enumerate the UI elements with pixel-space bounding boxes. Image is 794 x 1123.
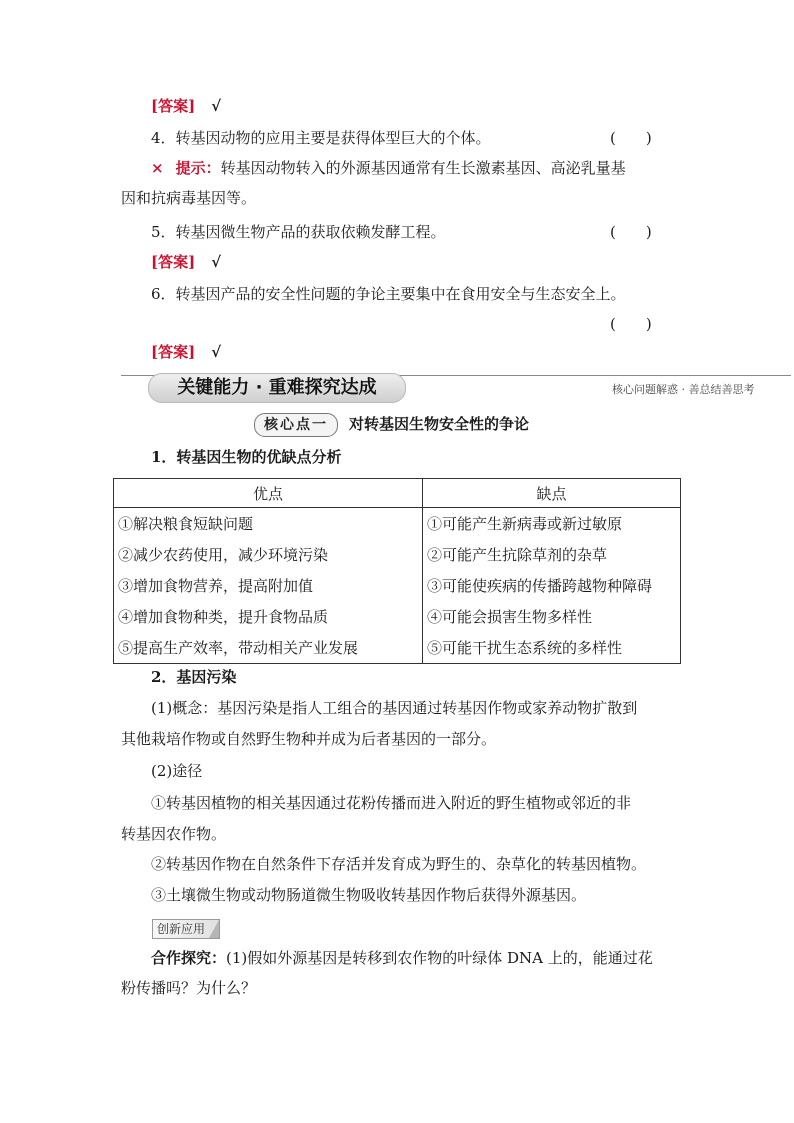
innovation-badge: 创新应用 [152,919,220,939]
table-row [114,570,681,601]
q3-answer [151,95,221,117]
pros-cons-table [113,478,681,664]
table-row [114,539,681,570]
table-header: 缺点 [423,479,681,508]
route1-line1: ①转基因植物的相关基因通过花粉传播而进入附近的野生植物或邻近的非 [151,794,632,812]
table-cell: ②可能产生抗除草剂的杂草 [423,539,681,570]
q4-hint-line1 [151,157,626,179]
table-cell: ③可能使疾病的传播跨越物种障碍 [423,570,681,601]
route1-line2: 转基因农作物。 [121,825,227,843]
q5-answer [151,251,221,273]
table-row [114,632,681,664]
question-5: 5．转基因微生物产品的获取依赖发酵工程。 [151,223,446,241]
table-cell: ⑤提高生产效率，带动相关产业发展 [114,632,423,664]
table-cell: ⑤可能干扰生态系统的多样性 [423,632,681,664]
table-row [114,508,681,540]
coop-text: (1)假如外源基因是转移到农作物的叶绿体 DNA 上的，能通过花 [226,949,653,967]
table-cell: ①解决粮食短缺问题 [114,508,423,540]
core-point-title: 对转基因生物安全性的争论 [349,415,530,433]
concept-line2: 其他栽培作物或自然野生物种并成为后者基因的一部分。 [121,730,497,748]
heading-2: 2．基因污染 [151,668,237,686]
answer-label: [答案] [151,97,196,115]
table-cell: ③增加食物营养，提高附加值 [114,570,423,601]
question-6: 6．转基因产品的安全性问题的争论主要集中在食用安全与生态安全上。 [151,285,626,303]
check-mark: √ [211,97,222,115]
answer-blank-5: ( ) [610,223,652,241]
q6-answer [151,341,221,363]
cross-mark: × [151,159,164,177]
route3: ③土壤微生物或动物肠道微生物吸收转基因作物后获得外源基因。 [151,886,587,904]
answer-blank-6: ( ) [610,315,652,333]
coop-line2: 粉传播吗？为什么？ [121,979,257,997]
check-mark: √ [211,253,222,271]
q4-hint-line2: 因和抗病毒基因等。 [121,189,257,207]
answer-label: [答案] [151,343,196,361]
table-cell: ①可能产生新病毒或新过敏原 [423,508,681,540]
hint-label: 提示： [175,159,221,177]
check-mark: √ [211,343,222,361]
table-header-row [114,479,681,508]
answer-blank-4: ( ) [610,129,652,147]
heading-1: 1．转基因生物的优缺点分析 [151,448,342,466]
route2: ②转基因作物在自然条件下存活并发育成为野生的、杂草化的转基因植物。 [151,855,647,873]
route-title: (2)途径 [151,762,203,780]
section-title: 关键能力 · 重难探究达成 [148,373,406,403]
coop-line1 [151,947,653,969]
table-cell: ④可能会损害生物多样性 [423,601,681,632]
hint-text: 转基因动物转入的外源基因通常有生长激素基因、高泌乳量基 [220,159,626,177]
coop-label: 合作探究： [151,949,227,967]
question-4: 4．转基因动物的应用主要是获得体型巨大的个体。 [151,129,491,147]
answer-label: [答案] [151,253,196,271]
core-point-badge: 核心点一 [254,413,338,437]
table-cell: ②减少农药使用，减少环境污染 [114,539,423,570]
table-cell: ④增加食物种类，提升食物品质 [114,601,423,632]
table-header: 优点 [114,479,423,508]
concept-line1: (1)概念：基因污染是指人工组合的基因通过转基因作物或家养动物扩散到 [151,699,638,717]
table-row [114,601,681,632]
section-subtitle: 核心问题解惑 · 善总结善思考 [612,383,755,396]
